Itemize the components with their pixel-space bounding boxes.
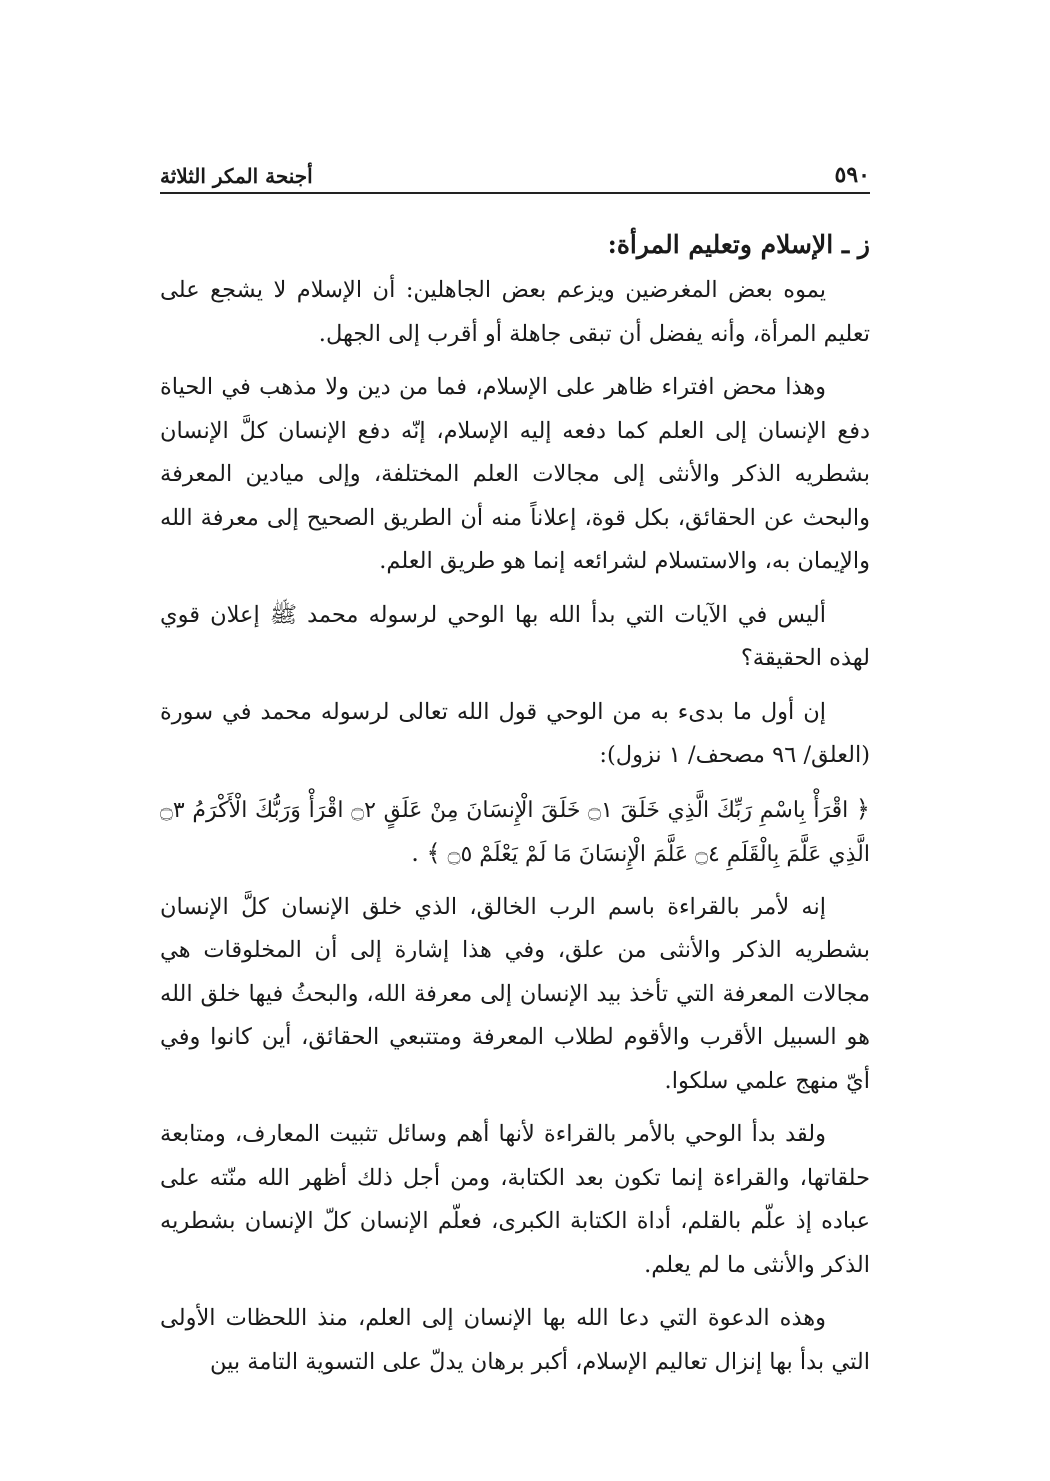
paragraph-2: وهذا محض افتراء ظاهر على الإسلام، فما من دين ولا مذهب في الحياة دفع الإنسان إلى العلم كما دفعه إليه الإسلام، إنّه دفع الإنسان كلَّ الإنسان بشطريه الذكر والأنثى إلى مجالات العلم المختلفة، وإلى ميادين المعرفة والبحث عن الحقائق، بكل قوة، إعلاناً منه أن الطريق الصحيح إلى معرفة الله والإيمان به، والاستسلام لشرائعه إنما هو طريق العلم. xyxy=(160,374,870,574)
verse-open-bracket: ﴿ xyxy=(855,794,870,823)
paragraph-3: أليس في الآيات التي بدأ الله بها الوحي لرسوله محمد ﷺ إعلان قوي لهذه الحقيقة؟ xyxy=(160,601,870,671)
paragraph-4: إن أول ما بدىء به من الوحي قول الله تعالى لرسوله محمد في سورة (العلق/ ٩٦ مصحف/ ١ نزول): xyxy=(160,698,870,768)
quran-verse-block xyxy=(160,788,870,876)
page-number: ٥٩٠ xyxy=(834,162,870,188)
verse-close-bracket: ﴾ . xyxy=(411,838,441,867)
paragraph-6: ولقد بدأ الوحي بالأمر بالقراءة لأنها أهم وسائل تثبيت المعارف، ومتابعة حلقاتها، والقراءة إنما تكون بعد الكتابة، ومن أجل ذلك أظهر الله منّته على عباده إذ علّم بالقلم، أداة الكتابة الكبرى، فعلّم الإنسان كلّ الإنسان بشطريه الذكر والأنثى ما لم يعلم. xyxy=(160,1121,870,1278)
book-page xyxy=(160,150,870,1394)
running-title: أجنحة المكر الثلاثة xyxy=(160,164,313,188)
section-heading: ز ـ الإسلام وتعليم المرأة: xyxy=(607,230,870,259)
verse-text: اقْرَأْ بِاسْمِ رَبِّكَ الَّذِي خَلَقَ ۝١ خَلَقَ الْإِنسَانَ مِنْ عَلَقٍ ۝٢ اقْرَأْ وَرَبُّكَ الْأَكْرَمُ ۝٣ الَّذِي عَلَّمَ بِالْقَلَمِ ۝٤ عَلَّمَ الْإِنسَانَ مَا لَمْ يَعْلَمْ ۝٥ xyxy=(160,797,870,867)
paragraph-7: وهذه الدعوة التي دعا الله بها الإنسان إلى العلم، منذ اللحظات الأولى التي بدأ بها إنزال تعاليم الإسلام، أكبر برهان يدلّ على التسوية التامة بين xyxy=(160,1305,870,1375)
paragraph-5: إنه لأمر بالقراءة باسم الرب الخالق، الذي خلق الإنسان كلَّ الإنسان بشطريه الذكر والأنثى من علق، وفي هذا إشارة إلى أن المخلوقات هي مجالات المعرفة التي تأخذ بيد الإنسان إلى معرفة الله، والبحثُ فيها خلق الله هو السبيل الأقرب والأقوم لطلاب المعرفة ومتتبعي الحقائق، أين كانوا وفي أيّ منهج علمي سلكوا. xyxy=(160,893,870,1094)
running-header xyxy=(160,150,870,194)
paragraph-1: يموه بعض المغرضين ويزعم بعض الجاهلين: أن الإسلام لا يشجع على تعليم المرأة، وأنه يفضل أن تبقى جاهلة أو أقرب إلى الجهل. xyxy=(160,277,870,347)
